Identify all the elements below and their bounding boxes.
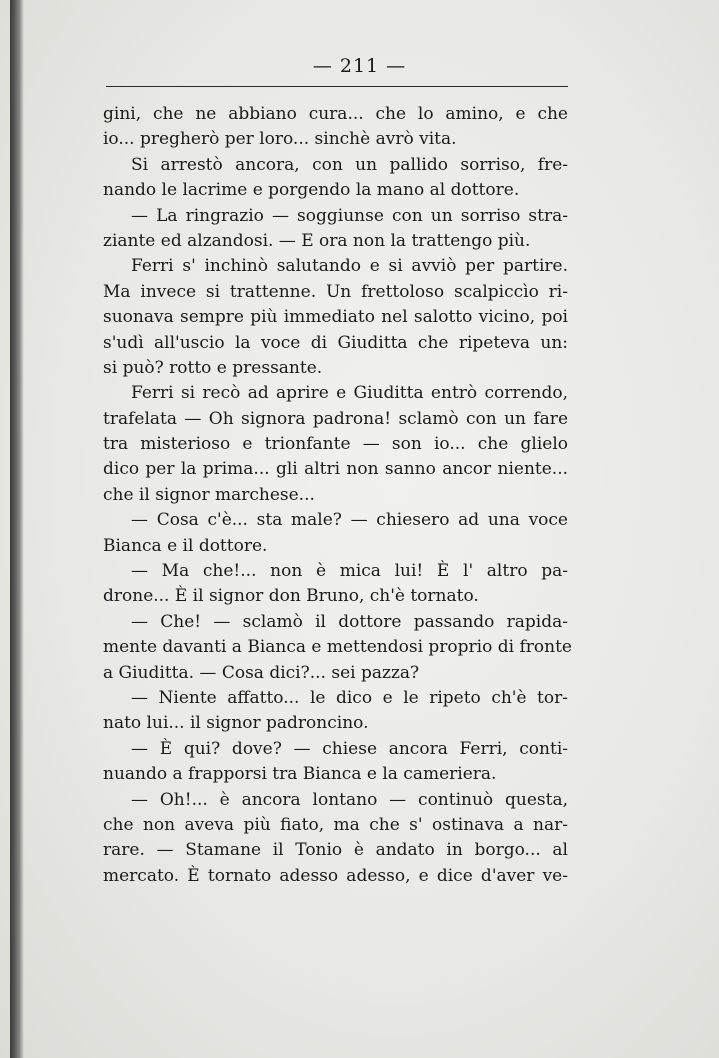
- text-line: io... pregherò per loro... sinchè avrò vita.: [103, 129, 457, 150]
- text-line: nuando a frapporsi tra Bianca e la cameriera.: [103, 764, 497, 785]
- text-line: Ferri s' inchinò salutando e si avviò per partire.: [131, 256, 568, 277]
- text-line: mercato. È tornato adesso adesso, e dice d'aver ve-: [103, 865, 568, 886]
- text-line: — Oh!... è ancora lontano — continuò questa,: [131, 789, 568, 810]
- text-line: nato lui... il signor padroncino.: [103, 713, 369, 734]
- text-line: drone... È il signor don Bruno, ch'è tornato.: [103, 586, 479, 607]
- text-line: suonava sempre più immediato nel salotto vicino, poi: [103, 307, 568, 328]
- text-line: Ma invece si trattenne. Un frettoloso scalpiccìo ri-: [103, 281, 568, 302]
- text-line: — Niente affatto... le dico e le ripeto ch'è tor-: [131, 687, 568, 708]
- text-line: Si arrestò ancora, con un pallido sorriso, fre-: [131, 154, 568, 175]
- binding-shadow: [10, 0, 24, 1058]
- text-line: — La ringrazio — soggiunse con un sorriso stra-: [131, 205, 568, 226]
- text-line: trafelata — Oh signora padrona! sclamò con un fare: [103, 408, 568, 429]
- text-line: — Cosa c'è... sta male? — chiesero ad una voce: [131, 510, 568, 531]
- body-text: [103, 102, 572, 889]
- text-line: che il signor marchese...: [103, 484, 315, 505]
- text-line: a Giuditta. — Cosa dici?... sei pazza?: [103, 662, 420, 683]
- text-line: mente davanti a Bianca e mettendosi proprio di fronte: [103, 637, 572, 658]
- text-line: tra misterioso e trionfante — son io... che glielo: [103, 434, 568, 455]
- text-line: dico per la prima... gli altri non sanno ancor niente...: [103, 459, 568, 480]
- text-line: Ferri si recò ad aprire e Giuditta entrò correndo,: [131, 383, 568, 404]
- header-rule: [106, 86, 568, 87]
- text-line: — Che! — sclamò il dottore passando rapida-: [131, 611, 568, 632]
- text-line: si può? rotto e pressante.: [103, 357, 323, 378]
- text-line: rare. — Stamane il Tonio è andato in borgo... al: [103, 840, 568, 861]
- text-line: nando le lacrime e porgendo la mano al dottore.: [103, 180, 520, 201]
- text-line: gini, che ne abbiano cura... che lo amino, e che: [103, 104, 568, 124]
- text-line: Bianca e il dottore.: [103, 535, 268, 556]
- text-line: s'udì all'uscio la voce di Giuditta che ripeteva un:: [103, 332, 568, 353]
- page-number: — 211 —: [312, 55, 407, 77]
- text-line: che non aveva più fiato, ma che s' ostinava a nar-: [103, 814, 568, 835]
- text-line: — È qui? dove? — chiese ancora Ferri, conti-: [131, 738, 568, 759]
- text-line: ziante ed alzandosi. — E ora non la trattengo più.: [103, 230, 531, 251]
- text-line: — Ma che!... non è mica lui! È l' altro pa-: [131, 561, 568, 582]
